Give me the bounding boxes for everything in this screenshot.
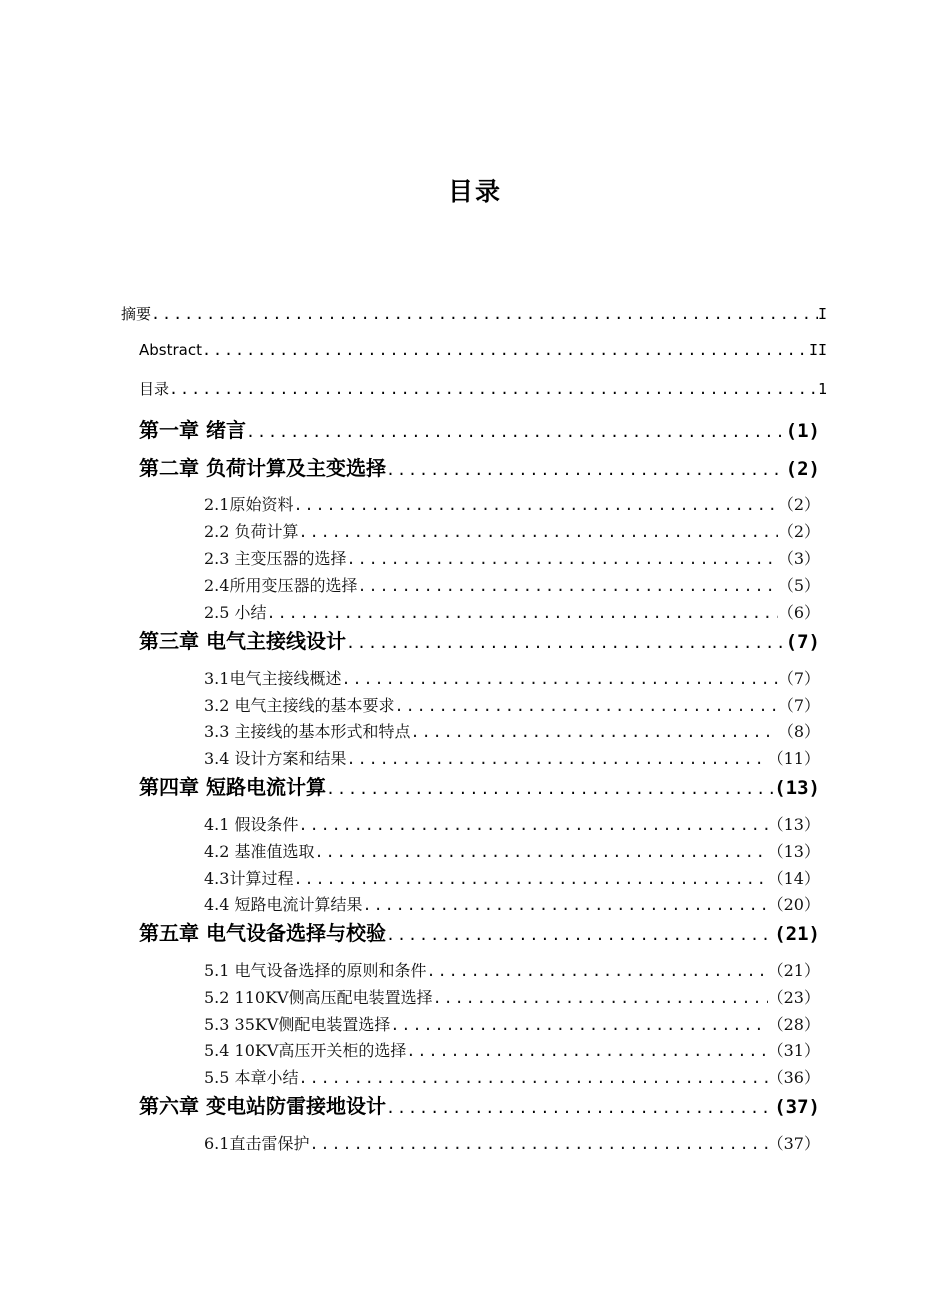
toc-label: 4.3计算过程 [204,869,294,888]
toc-page-number: （5） [777,576,820,595]
toc-section-4-2[interactable] [204,839,820,862]
toc-leader-dots [406,1042,767,1060]
toc-page-number: （7） [777,669,820,688]
toc-label: 第六章 变电站防雷接地设计 [139,1094,386,1118]
toc-leader-dots [299,1069,768,1087]
toc-page-number: （28） [767,1015,820,1034]
toc-page-number: （36） [767,1068,820,1087]
toc-page-number: （6） [777,603,820,622]
toc-page-number: （31） [767,1041,820,1060]
toc-leader-dots [395,697,778,715]
toc-label: 第一章 绪言 [139,418,246,442]
toc-leader-dots [357,577,777,595]
toc-section-3-3[interactable] [204,719,820,742]
toc-label: 4.2 基准值选取 [204,842,315,861]
toc-chapter-3[interactable] [139,625,820,654]
toc-section-3-4[interactable] [204,746,820,769]
toc-page-number: （8） [777,722,820,741]
toc-page-number: （14） [767,869,820,888]
toc-leader-dots [267,604,778,622]
toc-section-6-1[interactable] [204,1131,820,1154]
toc-section-4-3[interactable] [204,866,820,889]
toc-label: 6.1直击雷保护 [204,1134,310,1153]
toc-leader-dots [299,816,768,834]
toc-label: 3.2 电气主接线的基本要求 [204,696,395,715]
toc-section-4-4[interactable] [204,892,820,915]
toc-chapter-4[interactable] [139,771,820,800]
toc-label: 2.3 主变压器的选择 [204,549,347,568]
toc-leader-dots [202,341,809,359]
toc-leader-dots [246,423,786,441]
toc-leader-dots [386,461,786,479]
toc-section-5-3[interactable] [204,1012,820,1035]
toc-label: 5.4 10KV高压开关柜的选择 [204,1041,407,1060]
toc-section-5-1[interactable] [204,958,820,981]
toc-section-4-1[interactable] [204,812,820,835]
toc-leader-dots [427,962,768,980]
toc-chapter-6[interactable] [139,1090,820,1119]
toc-page-number: （13） [767,815,820,834]
toc-label: 4.4 短路电流计算结果 [204,895,363,914]
toc-chapter-2[interactable] [139,452,820,481]
toc-page-number: （37） [767,1134,820,1153]
toc-label: 3.3 主接线的基本形式和特点 [204,722,411,741]
toc-page-number: (7) [785,631,820,653]
toc-section-5-5[interactable] [204,1065,820,1088]
toc-page-number: （13） [767,842,820,861]
toc-label: 摘要 [121,305,152,323]
toc-label: 目录 [139,380,170,398]
toc-chapter-5[interactable] [139,917,820,946]
toc-label: 2.5 小结 [204,603,267,622]
page-title: 目录 [447,177,502,206]
toc-page-number: （3） [777,549,820,568]
toc-page-number: (13) [774,777,820,799]
toc-page-number: (37) [774,1096,820,1118]
toc-label: 4.1 假设条件 [204,815,299,834]
toc-leader-dots [151,305,818,323]
toc-page-number: (21) [774,923,820,945]
toc-section-5-2[interactable] [204,985,820,1008]
toc-page-number: （7） [777,696,820,715]
toc-page-number: II [808,341,827,359]
toc-section-2-4[interactable] [204,573,820,596]
toc-label: 5.5 本章小结 [204,1068,299,1087]
toc-label: 5.2 110KV侧高压配电装置选择 [204,988,433,1007]
toc-label: 5.3 35KV侧配电装置选择 [204,1015,391,1034]
toc-leader-dots [433,989,768,1007]
toc-label: 第二章 负荷计算及主变选择 [139,456,386,480]
toc-entry-contents[interactable] [139,378,827,399]
toc-label: 第三章 电气主接线设计 [139,629,346,653]
toc-section-2-2[interactable] [204,519,820,542]
toc-page-number: （23） [767,988,820,1007]
toc-label: 5.1 电气设备选择的原则和条件 [204,961,427,980]
toc-section-3-2[interactable] [204,693,820,716]
toc-label: 3.4 设计方案和结果 [204,749,347,768]
toc-leader-dots [347,550,778,568]
toc-leader-dots [386,1099,774,1117]
toc-leader-dots [363,896,768,914]
toc-label: 第四章 短路电流计算 [139,775,326,799]
toc-page-number: （2） [777,495,820,514]
toc-leader-dots [315,843,768,861]
toc-leader-dots [386,926,774,944]
toc-section-3-1[interactable] [204,666,820,689]
toc-leader-dots [309,1135,767,1153]
toc-page-number: （21） [767,961,820,980]
toc-entry-abstract-cn[interactable] [121,303,827,324]
toc-leader-dots [390,1016,767,1034]
toc-page-number: （2） [777,522,820,541]
toc-page-number: (1) [785,420,820,442]
toc-leader-dots [346,634,786,652]
toc-label: 2.2 负荷计算 [204,522,299,541]
toc-label: 3.1电气主接线概述 [204,669,342,688]
toc-page-number: （11） [767,749,820,768]
toc-leader-dots [169,380,818,398]
toc-leader-dots [293,870,767,888]
toc-section-5-4[interactable] [204,1038,820,1061]
toc-section-2-1[interactable] [204,492,820,515]
toc-entry-abstract-en[interactable] [139,341,827,359]
toc-leader-dots [347,750,768,768]
toc-page-number: I [817,305,827,323]
toc-section-2-5[interactable] [204,600,820,623]
toc-section-2-3[interactable] [204,546,820,569]
toc-label: 2.1原始资料 [204,495,294,514]
toc-label: Abstract [139,341,202,359]
toc-page-number: （20） [767,895,820,914]
toc-label: 2.4所用变压器的选择 [204,576,358,595]
toc-leader-dots [326,780,774,798]
toc-page-number: (2) [785,458,820,480]
toc-chapter-1[interactable] [139,414,820,443]
toc-leader-dots [299,523,778,541]
toc-leader-dots [341,670,777,688]
toc-leader-dots [293,496,777,514]
toc-leader-dots [411,723,778,741]
toc-page-number: 1 [817,380,827,398]
toc-label: 第五章 电气设备选择与校验 [139,921,386,945]
